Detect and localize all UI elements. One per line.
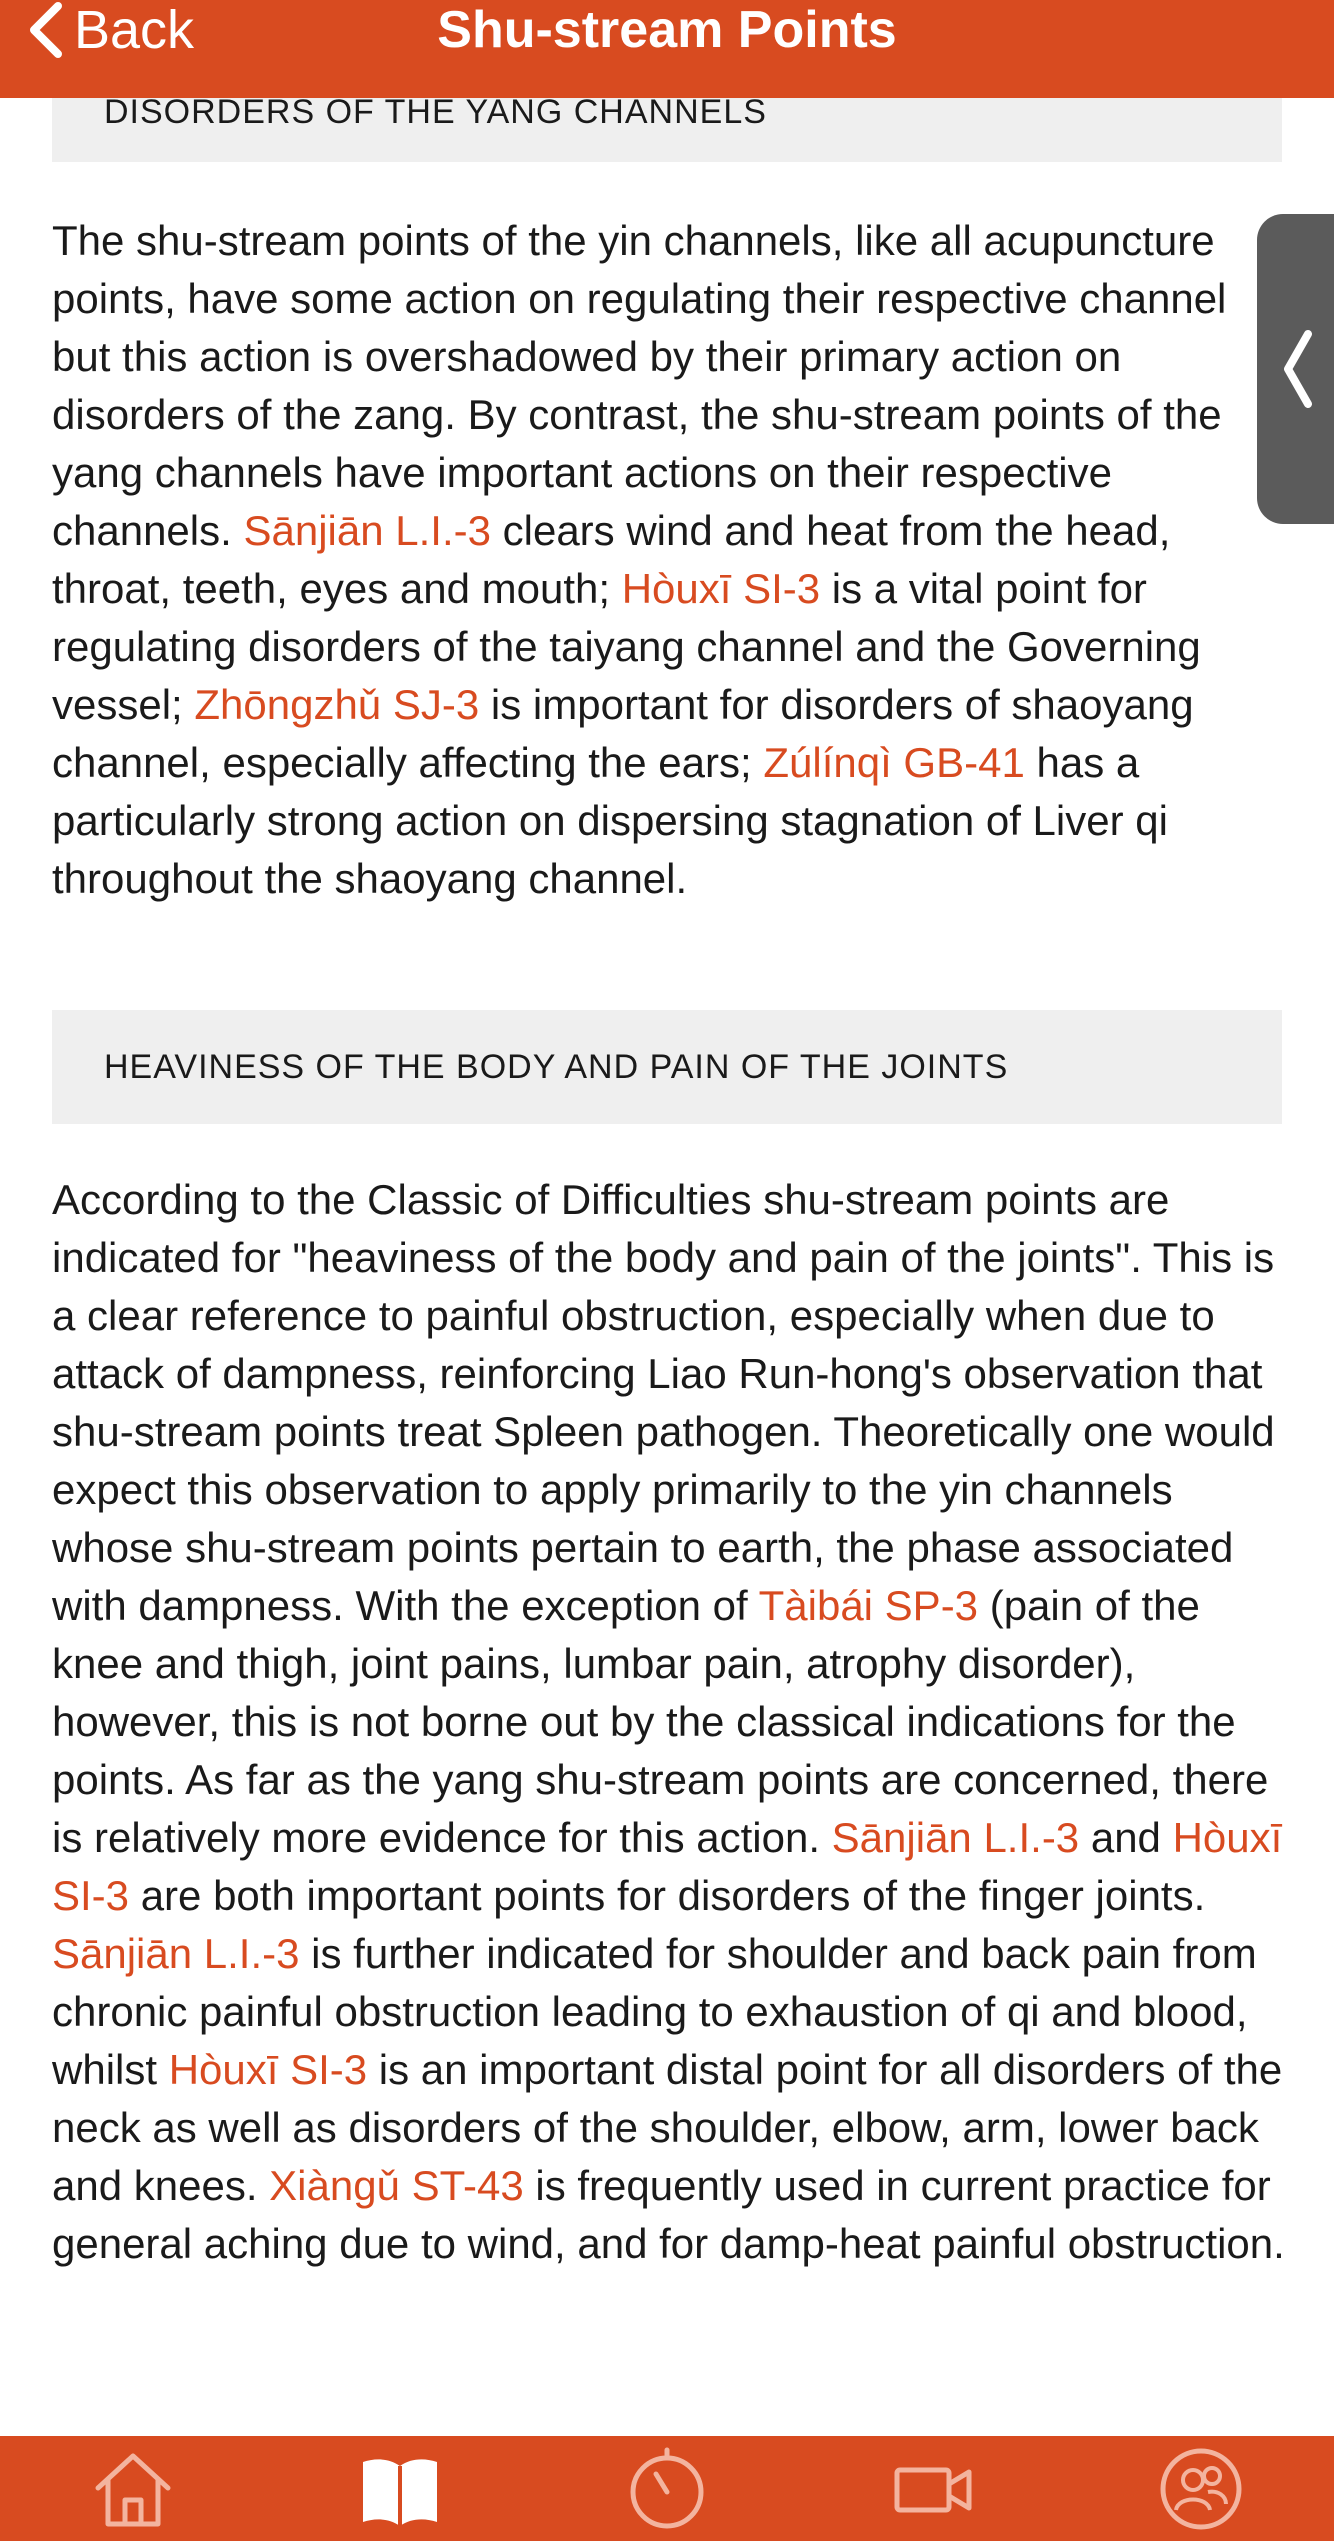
paragraph-text: is an important distal point for all disorders of the neck as well as disorders of the shoulder, elbow, arm, lower back and knees. bbox=[52, 2046, 1283, 2209]
page-title: Shu-stream Points bbox=[437, 1, 897, 59]
paragraph-text: The shu-stream points of the yin channels, like all acupuncture points, have some action on regulating their respective channel but this action is overshadowed by their primary action on disorders of the zang. By contrast, the shu-stream points of the yang channels have important actions on their respective channels. bbox=[52, 217, 1227, 554]
paragraph-text: is a vital point for regulating disorders of the taiyang channel and the Governing vessel; bbox=[52, 565, 1201, 728]
paragraph-text: (pain of the knee and thigh, joint pains, lumbar pain, atrophy disorder), however, this is not borne out by the classical indications for the points. As far as the yang shu-stream points are concerned, there is relatively more evidence for this action. bbox=[52, 1582, 1269, 1861]
section-paragraph bbox=[52, 212, 1292, 908]
back-label: Back bbox=[74, 0, 195, 60]
point-link[interactable]: Tàibái SP-3 bbox=[758, 1582, 979, 1629]
video-camera-icon bbox=[889, 2444, 979, 2534]
point-link[interactable]: Sānjiān L.I.-3 bbox=[243, 507, 491, 554]
navigation-bar bbox=[0, 0, 1334, 98]
point-link[interactable]: Zúlínqì GB-41 bbox=[763, 739, 1025, 786]
users-icon bbox=[1156, 2444, 1246, 2534]
paragraph-text: is frequently used in current practice for general aching due to wind, and for damp-heat painful obstruction. bbox=[52, 2162, 1285, 2267]
home-icon bbox=[88, 2444, 178, 2534]
book-icon bbox=[355, 2444, 445, 2534]
paragraph-text: and bbox=[1079, 1814, 1173, 1861]
paragraph-text: is further indicated for shoulder and back pain from chronic painful obstruction leading to exhaustion of qi and blood, whilst bbox=[52, 1930, 1257, 2093]
point-link[interactable]: Zhōngzhǔ SJ-3 bbox=[194, 681, 480, 728]
tab-community[interactable] bbox=[1067, 2436, 1334, 2541]
stopwatch-icon bbox=[622, 2444, 712, 2534]
paragraph-text: are both important points for disorders of the finger joints. bbox=[129, 1872, 1206, 1919]
paragraph-text: is important for disorders of shaoyang channel, especially affecting the ears; bbox=[52, 681, 1194, 786]
point-link[interactable]: Sānjiān L.I.-3 bbox=[52, 1930, 300, 1977]
chevron-left-icon bbox=[1278, 326, 1318, 412]
point-link[interactable]: Hòuxī SI-3 bbox=[52, 1814, 1283, 1919]
section-header: DISORDERS OF THE YANG CHANNELS bbox=[52, 98, 1282, 162]
paragraph-text: According to the Classic of Difficulties shu-stream points are indicated for "heaviness of the body and pain of the joints". This is a clear reference to painful obstruction, especially when due to attack of dampness, reinforcing Liao Run-hong's observation that shu-stream points treat Spleen pathogen. Theoretically one would expect this observation to apply primarily to the yin channels whose shu-stream points pertain to earth, the phase associated with dampness. With the exception of bbox=[52, 1176, 1275, 1629]
point-link[interactable]: Hòuxī SI-3 bbox=[168, 2046, 368, 2093]
tab-home[interactable] bbox=[0, 2436, 267, 2541]
section-paragraph bbox=[52, 1171, 1292, 2273]
tab-video[interactable] bbox=[800, 2436, 1067, 2541]
content-scroll-area[interactable] bbox=[0, 98, 1334, 2436]
point-link[interactable]: Sānjiān L.I.-3 bbox=[831, 1814, 1080, 1861]
tab-book[interactable] bbox=[267, 2436, 534, 2541]
point-link[interactable]: Xiàngǔ ST-43 bbox=[269, 2162, 524, 2209]
tab-bar bbox=[0, 2436, 1334, 2541]
section-header: HEAVINESS OF THE BODY AND PAIN OF THE JOINTS bbox=[52, 1010, 1282, 1124]
paragraph-text: has a particularly strong action on dispersing stagnation of Liver qi throughout the shaoyang channel. bbox=[52, 739, 1168, 902]
paragraph-text: clears wind and heat from the head, throat, teeth, eyes and mouth; bbox=[52, 507, 1171, 612]
side-drawer-tab[interactable] bbox=[1257, 214, 1334, 524]
point-link[interactable]: Hòuxī SI-3 bbox=[621, 565, 821, 612]
tab-timer[interactable] bbox=[534, 2436, 801, 2541]
